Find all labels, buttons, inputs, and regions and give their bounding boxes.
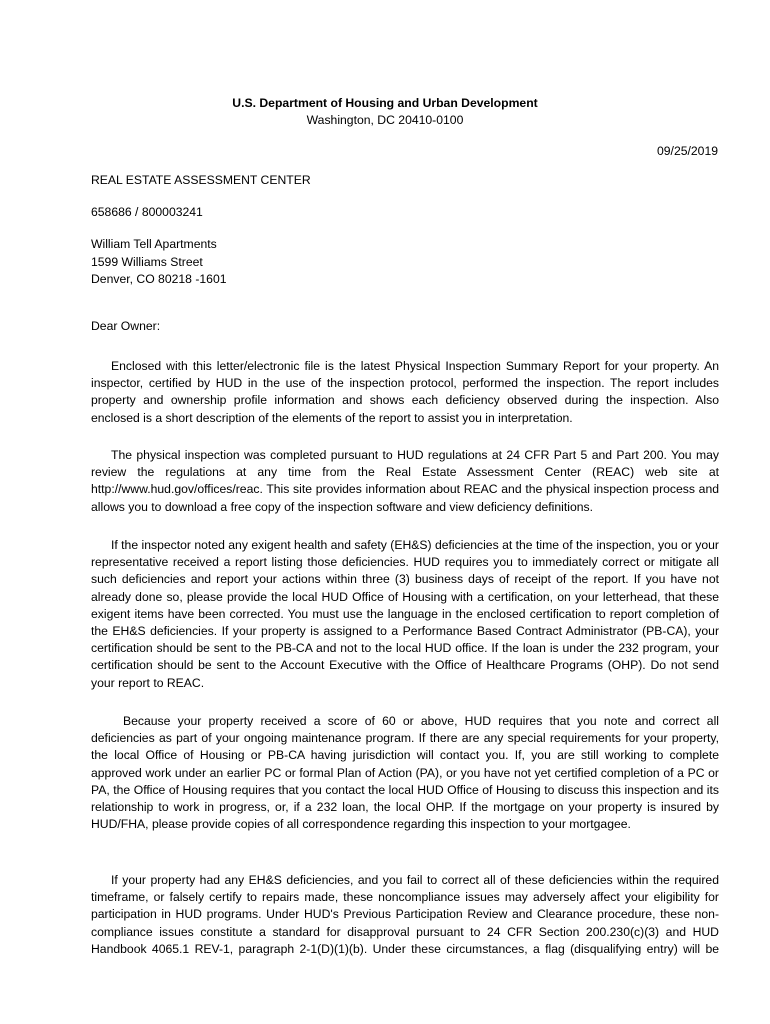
paragraph-text: Because your property received a score of 60 or above, HUD requires that you note and correct all deficiencies as part of your ongoing maintenance program. If there are any special requirements for your property, the local Office of Housing or PB-CA having jurisdiction will contact you. If, you are still working to complete approved work under an earlier PC or formal Plan of Action (PA), or you have not yet certified completion of a PC or PA, the Office of Housing requires that you contact the local HUD Office of Housing to discuss this inspection and its relationship to work in progress, or, if a 232 loan, the local OHP. If the mortgage on your property is insured by HUD/FHA, please provide copies of all correspondence regarding this inspection to your mortgagee. (91, 714, 719, 832)
paragraph-5 (91, 872, 719, 958)
center-name: REAL ESTATE ASSESSMENT CENTER (91, 173, 311, 187)
recipient-city: Denver, CO 80218 -1601 (91, 272, 227, 286)
paragraph-text: If your property had any EH&S deficiencies, and you fail to correct all of these deficiencies within the required timeframe, or falsely certify to repairs made, these noncompliance issues may adversely affect your eligibility for participation in HUD programs. Under HUD's Previous Participation Review and Clearance procedure, these non-compliance issues constitute a standard for disapproval pursuant to 24 CFR Section 200.230(c)(3) and HUD Handbook 4065.1 REV-1, paragraph 2-1(D)(1)(b). Under these circumstances, a flag (disqualifying entry) will be (91, 873, 719, 956)
recipient-street: 1599 Williams Street (91, 255, 203, 269)
paragraph-text: The physical inspection was completed pursuant to HUD regulations at 24 CFR Part 5 and Part 200. You may review the regulations at any time from the Real Estate Assessment Center (REAC) web site at http://www.hud.gov/offices/reac. This site provides information about REAC and the physical inspection process and allows you to download a free copy of the inspection software and view deficiency definitions. (91, 448, 719, 514)
paragraph-1 (91, 358, 719, 427)
salutation: Dear Owner: (91, 319, 161, 333)
paragraph-text: If the inspector noted any exigent health and safety (EH&S) deficiencies at the time of the inspection, you or your representative received a report listing those deficiencies. HUD requires you to immediately correct or mitigate all such deficiencies and report your actions within three (3) business days of receipt of the report. If you have not already done so, please provide the local HUD Office of Housing with a certification, on your letterhead, that these exigent items have been corrected. You must use the language in the enclosed certification to report completion of the EH&S deficiencies. If your property is assigned to a Performance Based Contract Administrator (PB-CA), your certification should be sent to the PB-CA and not to the local HUD office. If the loan is under the 232 program, your certification should be sent to the Account Executive with the Office of Healthcare Programs (OHP). Do not send your report to REAC. (91, 538, 719, 690)
paragraph-4 (91, 713, 719, 833)
reference-number: 658686 / 800003241 (91, 205, 203, 219)
agency-address: Washington, DC 20410-0100 (306, 113, 464, 128)
paragraph-2 (91, 447, 719, 516)
recipient-name: William Tell Apartments (91, 237, 217, 251)
letter-date: 09/25/2019 (657, 144, 718, 158)
paragraph-3 (91, 537, 719, 692)
letterhead (0, 95, 770, 129)
paragraph-text: Enclosed with this letter/electronic file is the latest Physical Inspection Summary Report for your property. An inspector, certified by HUD in the use of the inspection protocol, performed the inspection. The report includes property and ownership profile information and shows each deficiency observed during the inspection. Also enclosed is a short description of the elements of the report to assist you in interpretation. (91, 359, 719, 425)
agency-name: U.S. Department of Housing and Urban Development (232, 96, 538, 110)
